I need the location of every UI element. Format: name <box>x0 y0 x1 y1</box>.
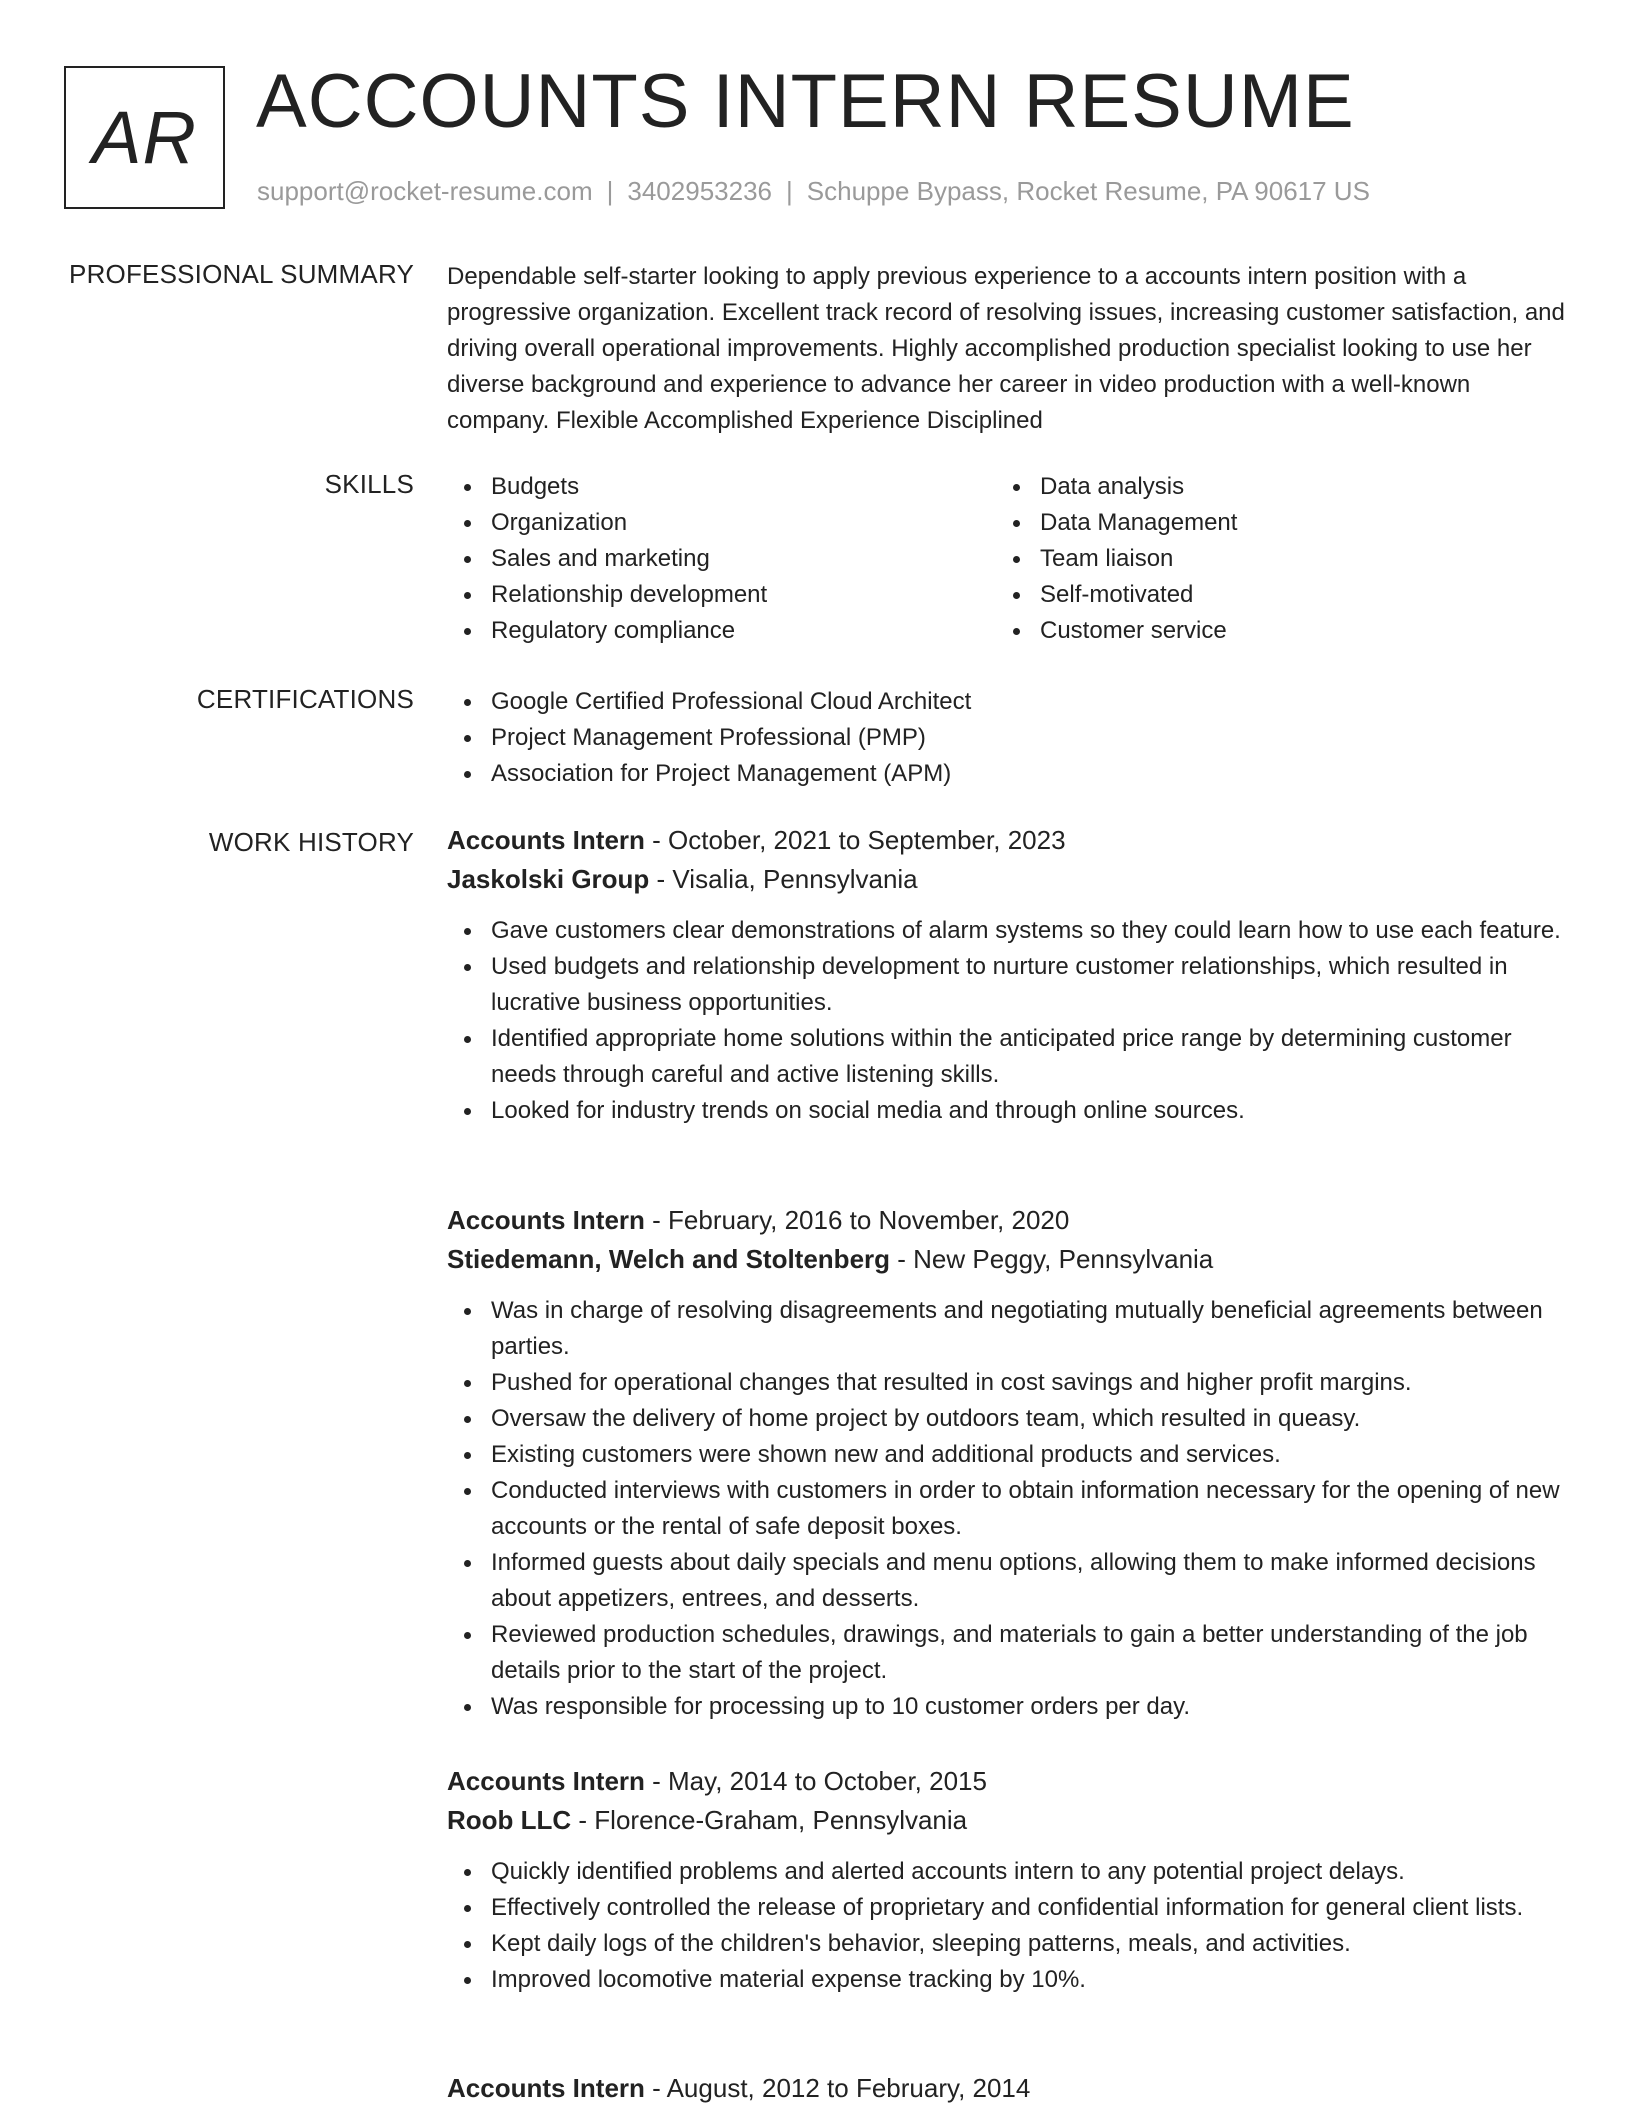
contact-separator: | <box>786 176 793 206</box>
job-entry <box>447 821 1567 1129</box>
job-company-line <box>447 860 1567 899</box>
job-dates: - May, 2014 to October, 2015 <box>644 1766 987 1796</box>
skill-item: Customer service <box>996 613 1545 649</box>
job-bullet: Looked for industry trends on social media and through online sources. <box>447 1093 1567 1129</box>
job-bullet: Kept daily logs of the children's behavior, sleeping patterns, meals, and activities. <box>447 1926 1567 1962</box>
job-bullet: Was responsible for processing up to 10 customer orders per day. <box>447 1689 1567 1725</box>
monogram-badge <box>64 66 225 209</box>
job-dates: - February, 2016 to November, 2020 <box>644 1205 1070 1235</box>
job-bullet: Conducted interviews with customers in order to obtain information necessary for the opening of new accounts or the rental of safe deposit boxes. <box>447 1473 1567 1545</box>
job-title-line <box>447 1762 1567 1801</box>
skill-item: Organization <box>447 505 996 541</box>
certifications-heading: CERTIFICATIONS <box>196 684 414 714</box>
summary-heading: PROFESSIONAL SUMMARY <box>69 259 414 289</box>
skill-item: Relationship development <box>447 577 996 613</box>
job-location: - Florence-Graham, Pennsylvania <box>571 1805 968 1835</box>
skill-item: Budgets <box>447 469 996 505</box>
job-location: - New Peggy, Pennsylvania <box>890 1244 1214 1274</box>
work-history-heading: WORK HISTORY <box>208 827 414 857</box>
summary-text: Dependable self-starter looking to apply previous experience to a accounts intern position with a progressive organization. Excellent track record of resolving issues, increasing customer satisfaction, and driving overall operational improvements. Highly accomplished production specialist looking to use her diverse background and experience to advance her career in video production with a well-known company. Flexible Accomplished Experience Disciplined <box>447 263 1565 434</box>
skills-list-right <box>996 469 1545 649</box>
resume-title: ACCOUNTS INTERN RESUME <box>256 59 1355 144</box>
job-entry <box>447 2069 1567 2108</box>
skill-item: Regulatory compliance <box>447 613 996 649</box>
job-company: Roob LLC <box>447 1805 572 1835</box>
job-bullet: Reviewed production schedules, drawings, and materials to gain a better understanding of the job details prior to the start of the project. <box>447 1617 1567 1689</box>
job-company-line <box>447 1801 1567 1840</box>
job-bullet: Used budgets and relationship development to nurture customer relationships, which resulted in lucrative business opportunities. <box>447 949 1567 1021</box>
skill-item: Team liaison <box>996 541 1545 577</box>
job-bullet: Pushed for operational changes that resulted in cost savings and higher profit margins. <box>447 1365 1567 1401</box>
job-bullet: Identified appropriate home solutions within the anticipated price range by determining customer needs through careful and active listening skills. <box>447 1021 1567 1093</box>
job-entry <box>447 1201 1567 1725</box>
skills-heading: SKILLS <box>324 469 414 499</box>
skills-list-left <box>447 469 996 649</box>
job-entry <box>447 1762 1567 1998</box>
job-bullet: Improved locomotive material expense tracking by 10%. <box>447 1962 1567 1998</box>
job-company-line <box>447 1240 1567 1279</box>
job-bullet: Informed guests about daily specials and menu options, allowing them to make informed decisions about appetizers, entrees, and desserts. <box>447 1545 1567 1617</box>
job-title-line <box>447 1201 1567 1240</box>
contact-phone: 3402953236 <box>627 176 772 206</box>
contact-line <box>257 176 1370 207</box>
job-bullet: Gave customers clear demonstrations of alarm systems so they could learn how to use each feature. <box>447 913 1567 949</box>
contact-email: support@rocket-resume.com <box>257 176 593 206</box>
certification-item: Project Management Professional (PMP) <box>447 720 1567 756</box>
job-title: Accounts Intern <box>447 1205 645 1235</box>
certification-item: Google Certified Professional Cloud Architect <box>447 684 1567 720</box>
job-title-line <box>447 821 1567 860</box>
job-bullet: Quickly identified problems and alerted accounts intern to any potential project delays. <box>447 1854 1567 1890</box>
job-bullet: Existing customers were shown new and additional products and services. <box>447 1437 1567 1473</box>
skills-body <box>447 469 1567 649</box>
contact-separator: | <box>606 176 614 206</box>
job-bullet: Was in charge of resolving disagreements and negotiating mutually beneficial agreements between parties. <box>447 1293 1567 1365</box>
skill-item: Self-motivated <box>996 577 1545 613</box>
job-bullets <box>447 913 1567 1129</box>
job-bullet: Oversaw the delivery of home project by outdoors team, which resulted in queasy. <box>447 1401 1567 1437</box>
job-bullet: Effectively controlled the release of proprietary and confidential information for general client lists. <box>447 1890 1567 1926</box>
skill-item: Data analysis <box>996 469 1545 505</box>
job-location: - Visalia, Pennsylvania <box>649 864 918 894</box>
job-bullets <box>447 1293 1567 1725</box>
summary-body <box>447 259 1567 439</box>
certification-item: Association for Project Management (APM) <box>447 756 1567 792</box>
skill-item: Data Management <box>996 505 1545 541</box>
job-company: Jaskolski Group <box>447 864 650 894</box>
certifications-body <box>447 684 1567 792</box>
job-dates: - October, 2021 to September, 2023 <box>644 825 1066 855</box>
job-bullets <box>447 1854 1567 1998</box>
job-title: Accounts Intern <box>447 1766 645 1796</box>
job-dates: - August, 2012 to February, 2014 <box>644 2073 1031 2103</box>
job-title-line <box>447 2069 1567 2108</box>
skill-item: Sales and marketing <box>447 541 996 577</box>
job-title: Accounts Intern <box>447 825 645 855</box>
monogram-initials: AR <box>92 96 197 179</box>
job-company: Stiedemann, Welch and Stoltenberg <box>447 1244 891 1274</box>
certifications-list <box>447 684 1567 792</box>
job-title: Accounts Intern <box>447 2073 645 2103</box>
contact-address: Schuppe Bypass, Rocket Resume, PA 90617 US <box>806 176 1370 206</box>
